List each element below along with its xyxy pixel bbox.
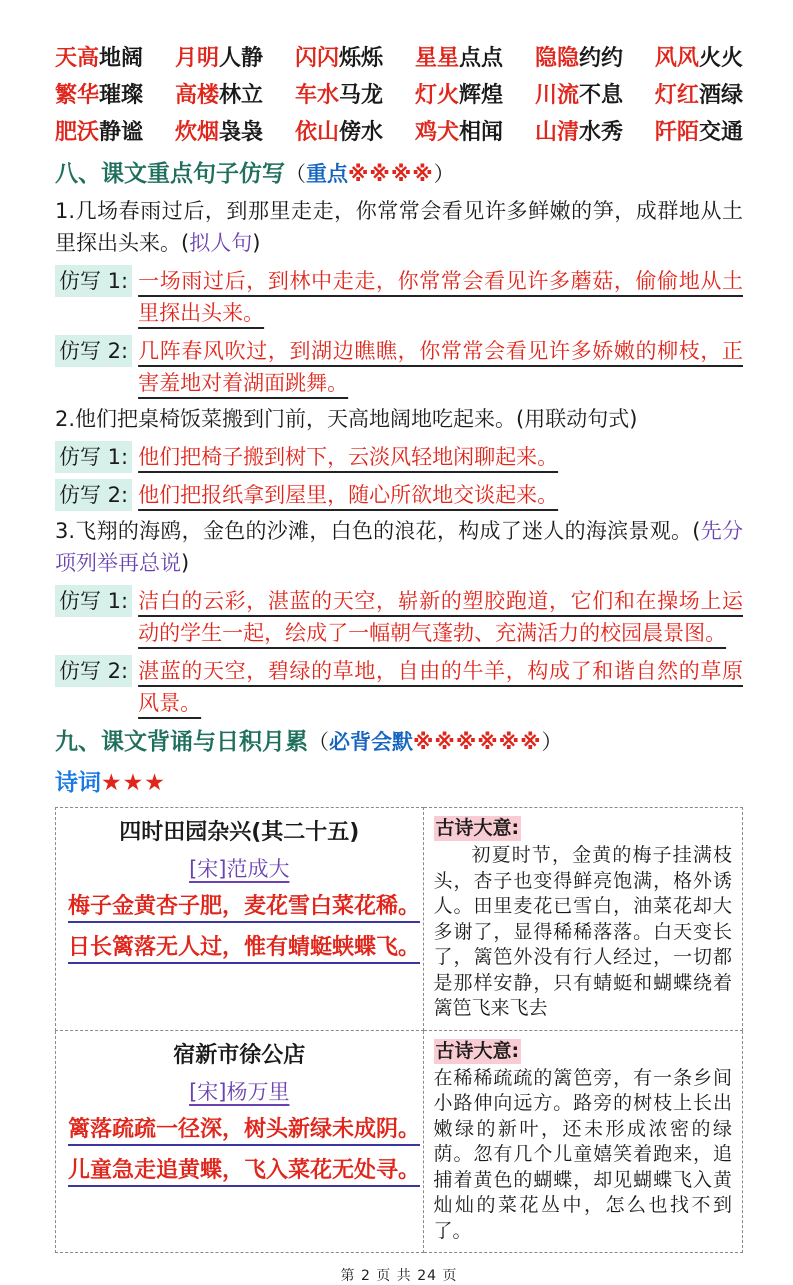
sentence-item-2 — [55, 403, 743, 435]
imitation-row — [55, 265, 743, 329]
idiom — [295, 114, 383, 151]
idiom — [175, 40, 263, 77]
section-8-stars: ※※※※ — [348, 162, 434, 186]
imitation-row — [55, 479, 743, 511]
idiom-red-part: 灯红 — [654, 83, 699, 108]
section-9-stars: ※※※※※※ — [413, 730, 542, 754]
imitation-answer: 湛蓝的天空，碧绿的草地，自由的牛羊，构成了和谐自然的草原风景。 — [138, 659, 743, 715]
idiom — [415, 114, 503, 151]
poems-subheading — [55, 767, 743, 799]
meaning-label: 古诗大意: — [435, 817, 520, 839]
poem-row-1 — [56, 808, 743, 1031]
idiom-red-part: 星星 — [414, 46, 459, 71]
idiom — [655, 40, 743, 77]
paren: （ — [285, 162, 306, 186]
imitation-answer: 他们把报纸拿到屋里，随心所欲地交谈起来。 — [138, 483, 559, 507]
idiom — [415, 40, 503, 77]
idiom-black-part: 不息 — [578, 83, 623, 108]
poem-line: 梅子金黄杏子肥，麦花雪白菜花稀。 — [68, 894, 421, 919]
idiom-black-part: 火火 — [698, 46, 743, 71]
idiom — [655, 114, 743, 151]
paren: ( — [692, 519, 701, 543]
paren: ） — [541, 730, 563, 754]
poem-cell — [56, 808, 424, 1031]
idiom — [295, 40, 383, 77]
idiom-black-part: 袅袅 — [219, 120, 264, 145]
imitation-label: 仿写 1: — [55, 265, 132, 297]
idiom — [535, 114, 623, 151]
paren: ( — [181, 231, 190, 255]
imitation-row — [55, 335, 743, 399]
idiom-black-part: 交通 — [698, 120, 743, 145]
idiom — [655, 77, 743, 114]
imitation-label: 仿写 2: — [55, 479, 132, 511]
section-8-heading — [55, 157, 743, 191]
idiom-red-part: 川流 — [534, 83, 579, 108]
idiom-row-2 — [55, 77, 743, 114]
idiom — [295, 77, 383, 114]
imitation-row — [55, 441, 743, 473]
idiom-black-part: 烁烁 — [338, 46, 383, 71]
idiom-red-part: 车水 — [294, 83, 339, 108]
idiom-red-part: 隐隐 — [534, 46, 579, 71]
idiom — [175, 114, 263, 151]
page-number-footer: 第 2 页 共 24 页 — [340, 1268, 458, 1284]
idiom-red-part: 月明 — [174, 46, 219, 71]
idiom-red-part: 风风 — [654, 46, 699, 71]
idiom-black-part: 辉煌 — [458, 83, 503, 108]
idiom-black-part: 地阔 — [99, 46, 144, 71]
imitation-answer: 一场雨过后，到林中走走，你常常会看见许多蘑菇，偷偷地从土里探出头来。 — [138, 269, 743, 325]
idiom-red-part: 依山 — [294, 120, 339, 145]
section-8-keyword: 重点 — [306, 162, 348, 186]
imitation-label: 仿写 2: — [55, 655, 132, 687]
idiom-black-part: 璀璨 — [99, 83, 144, 108]
poem-line: 儿童急走追黄蝶，飞入菜花无处寻。 — [68, 1157, 421, 1183]
idiom-black-part: 点点 — [458, 46, 503, 71]
imitation-row — [55, 655, 743, 719]
idiom-black-part: 马龙 — [338, 83, 383, 108]
idiom — [55, 40, 143, 77]
meaning-text: 在稀稀疏疏的篱笆旁，有一条乡间小路伸向远方。路旁的树枝上长出嫩绿的新叶，还未形成浓密的绿荫。忽有几个儿童嬉笑着跑来，追捕着黄色的蝴蝶，却见蝴蝶飞入黄灿灿的菜花丛中，怎么也找不到了。 — [433, 1066, 732, 1242]
idiom-red-part: 鸡犬 — [414, 120, 459, 145]
idiom — [415, 77, 503, 114]
idiom-black-part: 约约 — [578, 46, 623, 71]
idiom-red-part: 繁华 — [55, 83, 100, 108]
idiom-red-part: 天高 — [55, 46, 100, 71]
idiom-red-part: 山清 — [534, 120, 579, 145]
poem-row-2 — [56, 1030, 743, 1253]
idiom-red-part: 炊烟 — [174, 120, 219, 145]
idiom-red-part: 灯火 — [414, 83, 459, 108]
sentence-note: 先分项列举再总说 — [55, 519, 743, 575]
idiom-red-part: 肥沃 — [55, 120, 100, 145]
imitation-answer: 他们把椅子搬到树下，云淡风轻地闲聊起来。 — [138, 445, 559, 469]
sentence-note: 拟人句 — [189, 231, 253, 255]
imitation-label: 仿写 1: — [55, 585, 132, 617]
paren: ) — [252, 231, 261, 255]
idiom-black-part: 傍水 — [338, 120, 383, 145]
imitation-label: 仿写 1: — [55, 441, 132, 473]
imitation-answer: 洁白的云彩，湛蓝的天空，崭新的塑胶跑道，它们和在操场上运动的学生一起，绘成了一幅朝气蓬勃、充满活力的校园晨景图。 — [138, 589, 743, 645]
idiom — [55, 77, 143, 114]
imitation-row — [55, 585, 743, 649]
poem-meaning-cell — [423, 808, 742, 1031]
meaning-text: 初夏时节，金黄的梅子挂满枝头，杏子也变得鲜亮饱满，格外诱人。田里麦花已雪白，油菜花却大多谢了，显得稀稀落落。白天变长了，篱笆外没有行人经过，一切都是那样安静，只有蜻蜓和蝴蝶绕着篱笆飞来飞去 — [433, 844, 732, 1019]
idiom-row-1 — [55, 40, 743, 77]
poem-title: 四时田园杂兴(其二十五) — [119, 820, 360, 845]
imitation-answer: 几阵春风吹过，到湖边瞧瞧，你常常会看见许多娇嫩的柳枝，正害羞地对着湖面跳舞。 — [138, 339, 743, 395]
poem-author: [宋]杨万里 — [189, 1079, 290, 1104]
idiom — [535, 77, 623, 114]
poems-stars: ★★★ — [101, 770, 166, 796]
idiom-row-3 — [55, 114, 743, 151]
section-9-heading — [55, 725, 743, 759]
sentence-item-1 — [55, 195, 743, 259]
section-9-keyword: 必背会默 — [329, 730, 413, 754]
poem-line: 篱落疏疏一径深，树头新绿未成阴。 — [68, 1116, 421, 1142]
idiom — [55, 114, 143, 151]
poem-line: 日长篱落无人过，惟有蜻蜓蛱蝶飞。 — [68, 935, 421, 960]
idiom-black-part: 林立 — [219, 83, 264, 108]
idiom-black-part: 酒绿 — [698, 83, 743, 108]
poems-label: 诗词 — [55, 770, 101, 796]
poem-title: 宿新市徐公店 — [173, 1042, 306, 1068]
idiom — [535, 40, 623, 77]
idiom — [175, 77, 263, 114]
idiom-black-part: 水秀 — [578, 120, 623, 145]
poem-cell — [56, 1030, 424, 1253]
paren: （ — [308, 730, 329, 754]
idiom-black-part: 人静 — [219, 46, 264, 71]
imitation-label: 仿写 2: — [55, 335, 132, 367]
poem-meaning-cell — [423, 1030, 742, 1253]
sentence-text: 3.飞翔的海鸥，金色的沙滩，白色的浪花，构成了迷人的海滨景观。 — [55, 519, 693, 543]
section-9-title: 九、课文背诵与日积月累 — [55, 729, 308, 755]
sentence-text: 1.几场春雨过后，到那里走走，你常常会看见许多鲜嫩的笋，成群地从土里探出头来。 — [55, 199, 743, 255]
idiom-red-part: 阡陌 — [654, 120, 699, 145]
idiom-red-part: 高楼 — [174, 83, 219, 108]
idiom-black-part: 相闻 — [458, 120, 503, 145]
poems-table — [55, 807, 743, 1253]
section-8-title: 八、课文重点句子仿写 — [55, 161, 285, 187]
poem-author: [宋]范成大 — [189, 857, 290, 881]
paren: ） — [433, 162, 455, 186]
paren: ) — [181, 551, 190, 575]
idiom-red-part: 闪闪 — [294, 46, 339, 71]
sentence-item-3 — [55, 515, 743, 579]
sentence-text: 2.他们把桌椅饭菜搬到门前，天高地阔地吃起来。(用联动句式) — [55, 407, 638, 431]
idiom-black-part: 静谧 — [99, 120, 144, 145]
meaning-label: 古诗大意: — [435, 1039, 520, 1062]
